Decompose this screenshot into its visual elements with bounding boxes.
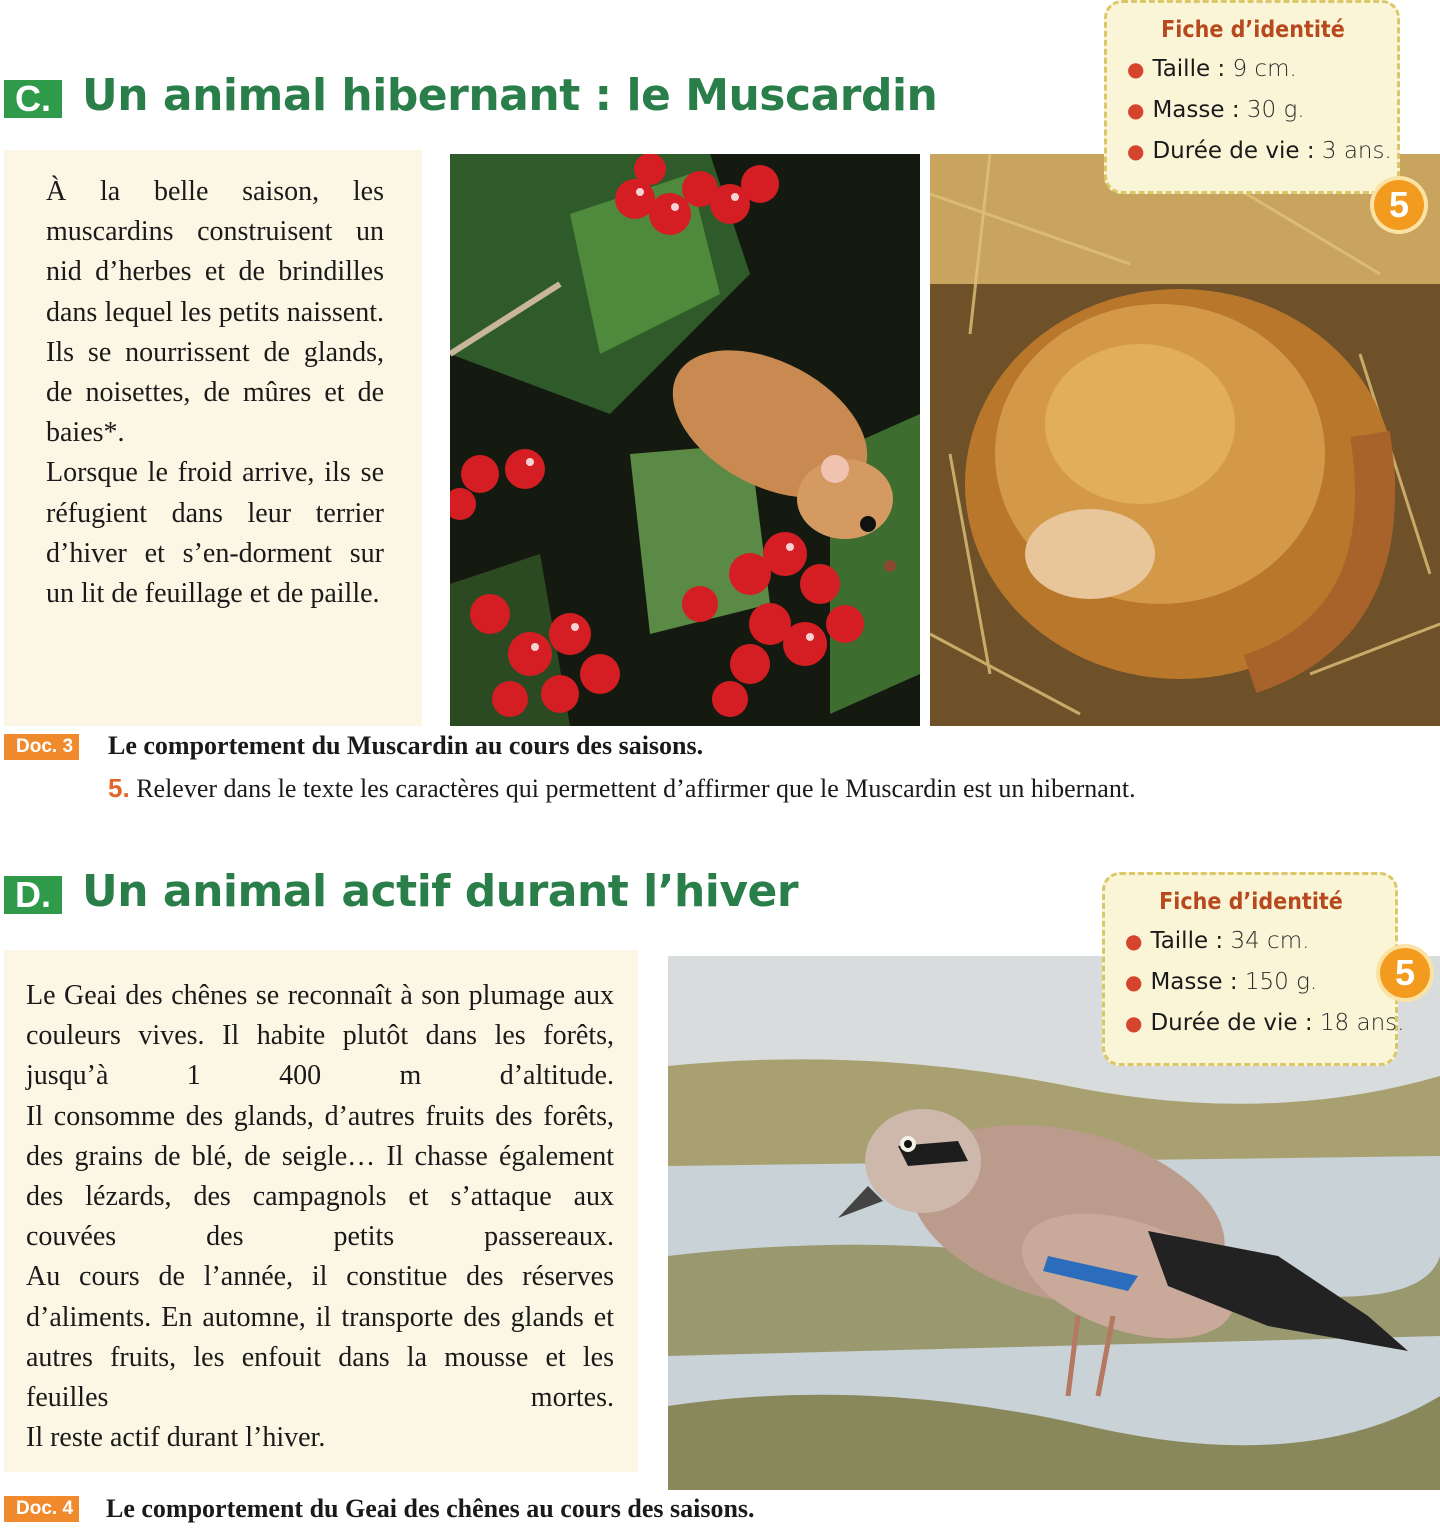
id-card-row-lifespan: ● Durée de vie : 18 ans. bbox=[1125, 1010, 1405, 1036]
geai-paragraph: Il consomme des glands, d’autres fruits des forêts, des grains de blé, de seigle… Il chasse également des lézards, des campagnols et s’attaque aux couvées des petits passereaux. bbox=[26, 1100, 614, 1253]
exercise-badge: 5 bbox=[1374, 180, 1424, 230]
bullet-icon: ● bbox=[1125, 929, 1143, 953]
muscardin-id-card bbox=[1104, 0, 1400, 194]
geai-id-card bbox=[1102, 872, 1405, 1066]
exercise-badge: 5 bbox=[1380, 948, 1430, 998]
bullet-icon: ● bbox=[1127, 98, 1145, 122]
id-card-row-mass: ● Masse : 150 g. bbox=[1125, 969, 1318, 995]
id-card-title: Fiche d’identité bbox=[1161, 17, 1345, 43]
muscardin-text-panel bbox=[4, 150, 422, 726]
geai-text-panel bbox=[4, 950, 638, 1472]
section-c-title: Un animal hibernant : le Muscardin bbox=[82, 70, 938, 121]
id-card-row-mass: ● Masse : 30 g. bbox=[1127, 97, 1305, 123]
geai-paragraph: Au cours de l’année, il constitue des réserves d’aliments. En automne, il transporte des glands et autres fruits, les enfouit dans la mousse et les feuilles mortes. bbox=[26, 1261, 614, 1414]
question-text: Relever dans le texte les caractères qui permettent d’affirmer que le Muscardin est un hibernant. bbox=[136, 774, 1136, 803]
muscardin-paragraph: À la belle saison, les muscardins construisent un nid d’herbes et de brindilles dans lequel les petits naissent. bbox=[46, 176, 384, 328]
geai-paragraph: Le Geai des chênes se reconnaît à son plumage aux couleurs vives. Il habite plutôt dans les forêts, jusqu’à 1 400 m d’altitude. bbox=[26, 980, 614, 1092]
question-number: 5. bbox=[108, 773, 130, 803]
id-card-row-size: ● Taille : 9 cm. bbox=[1127, 56, 1297, 82]
bullet-icon: ● bbox=[1125, 970, 1143, 994]
section-d-letter: D. bbox=[4, 876, 62, 914]
doc-4-caption: Le comportement du Geai des chênes au cours des saisons. bbox=[106, 1494, 755, 1523]
doc-3-caption: Le comportement du Muscardin au cours des saisons. bbox=[108, 731, 704, 760]
bullet-icon: ● bbox=[1127, 139, 1145, 163]
id-card-row-size: ● Taille : 34 cm. bbox=[1125, 928, 1310, 954]
section-c-letter: C. bbox=[4, 80, 62, 118]
id-card-title: Fiche d’identité bbox=[1159, 889, 1343, 915]
section-d-title: Un animal actif durant l’hiver bbox=[82, 866, 799, 917]
doc-3-tag: Doc. 3 bbox=[4, 734, 79, 760]
id-card-row-lifespan: ● Durée de vie : 3 ans. bbox=[1127, 138, 1392, 164]
doc-4-tag: Doc. 4 bbox=[4, 1496, 79, 1522]
bullet-icon: ● bbox=[1127, 57, 1145, 81]
bullet-icon: ● bbox=[1125, 1011, 1143, 1035]
muscardin-paragraph: Lorsque le froid arrive, ils se réfugient dans leur terrier d’hiver et s’en-dorment sur un lit de feuillage et de paille. bbox=[46, 457, 384, 610]
muscardin-sleeping-photo bbox=[930, 154, 1440, 726]
muscardin-berries-photo bbox=[450, 154, 920, 726]
question-5 bbox=[108, 773, 1136, 804]
muscardin-paragraph: Ils se nourrissent de glands, de noisettes, de mûres et de baies*. bbox=[46, 336, 384, 449]
geai-paragraph: Il reste actif durant l’hiver. bbox=[26, 1422, 326, 1454]
